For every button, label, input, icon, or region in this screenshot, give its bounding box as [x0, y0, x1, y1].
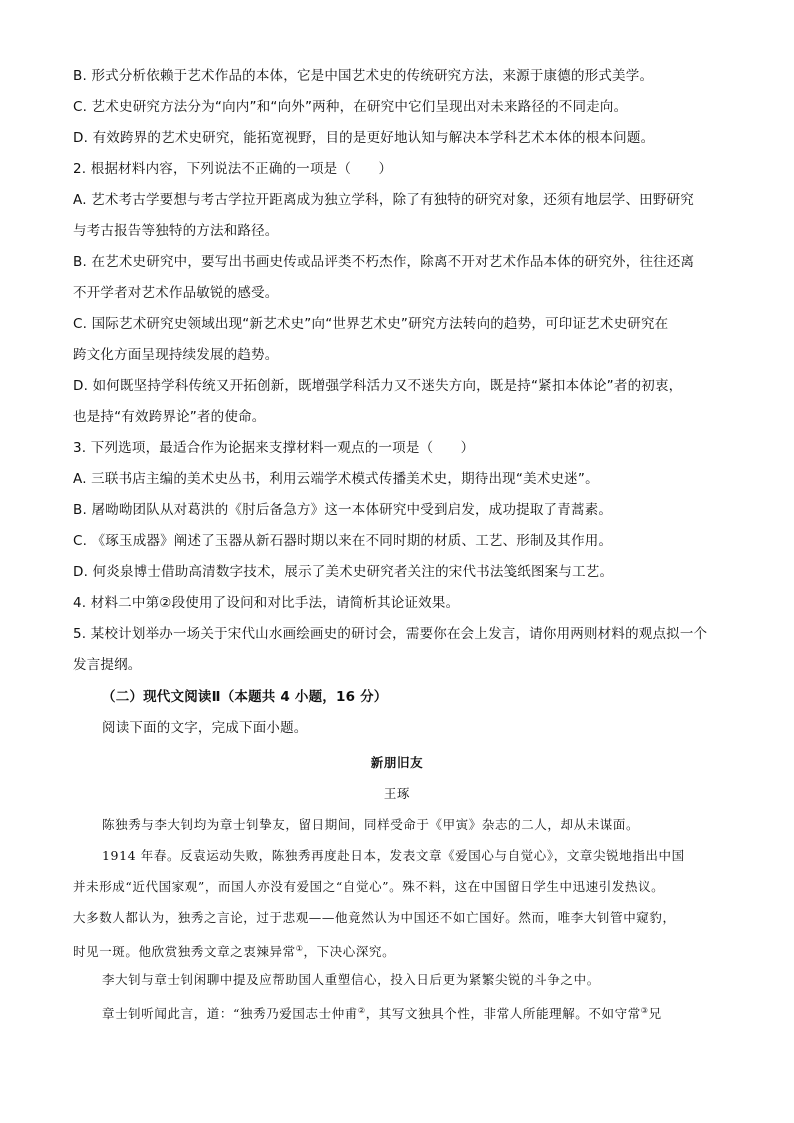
q5-stem-line1: 5. 某校计划举办一场关于宋代山水画绘画史的研讨会，需要你在会上发言，请你用两则材料的观点拟一个	[73, 626, 708, 642]
q3-stem: 3. 下列选项，最适合作为论据来支撑材料一观点的一项是（ ）	[73, 440, 475, 456]
story-text: ，其写文独具个性，非常人所能理解。不如守常	[365, 1006, 641, 1022]
q2-option-a-line2: 与考古报告等独特的方法和路径。	[73, 223, 279, 239]
q2-option-b-line1: B. 在艺术史研究中，要写出书画史传或品评类不朽杰作，除离不开对艺术作品本体的研究外，往往还离	[73, 254, 695, 270]
q5-stem-line2: 发言提纲。	[73, 657, 142, 673]
story-paragraph-2-line4	[73, 939, 395, 962]
q4-stem: 4. 材料二中第②段使用了设问和对比手法，请简析其论证效果。	[73, 595, 460, 611]
q1-option-b: B. 形式分析依赖于艺术作品的本体，它是中国艺术史的传统研究方法，来源于康德的形式美学。	[73, 68, 654, 84]
section-instruction: 阅读下面的文字，完成下面小题。	[102, 720, 308, 736]
q2-option-d-line2: 也是持“有效跨界论”者的使命。	[73, 409, 266, 425]
q2-option-b-line2: 不开学者对艺术作品敏锐的感受。	[73, 285, 279, 301]
story-paragraph-3: 李大钊与章士钊闲聊中提及应帮助国人重塑信心，投入日后更为紧繁尖锐的斗争之中。	[102, 972, 600, 987]
q2-stem: 2. 根据材料内容，下列说法不正确的一项是（ ）	[73, 161, 393, 177]
story-title: 新朋旧友	[370, 755, 424, 770]
story-text: 章士钊听闻此言，道：“独秀乃爱国志士仲甫	[102, 1006, 358, 1022]
q3-option-a: A. 三联书店主编的美术史丛书，利用云端学术模式传播美术史，期待出现“美术史迷”。	[73, 471, 599, 487]
q2-option-d-line1: D. 如何既坚持学科传统又开拓创新，既增强学科活力又不迷失方向，既是持“紧扣本体论”者的初衷，	[73, 378, 683, 394]
story-text: 兄	[648, 1006, 662, 1022]
footnote-marker-2: ②	[357, 1006, 366, 1015]
story-author: 王琢	[383, 786, 411, 801]
story-paragraph-4	[102, 1001, 662, 1024]
footnote-marker-1: ①	[295, 944, 304, 953]
section-heading: （二）现代文阅读Ⅱ（本题共 4 小题，16 分）	[102, 689, 388, 705]
story-paragraph-2-line2: 并未形成“近代国家观”，而国人亦没有爱国之“自觉心”。殊不料，这在中国留日学生中迅速引发热议。	[73, 879, 665, 894]
story-paragraph-2-line1: 1914 年春。反袁运动失败，陈独秀再度赴日本，发表文章《爱国心与自觉心》，文章尖锐地指出中国	[102, 848, 685, 863]
story-text: 时见一斑。他欣赏独秀文章之衷辣异常	[73, 944, 296, 960]
q3-option-b: B. 屠呦呦团队从对葛洪的《肘后备急方》这一本体研究中受到启发，成功提取了青蒿素。	[73, 502, 613, 518]
story-text: ，下决心深究。	[303, 944, 396, 960]
q2-option-a-line1: A. 艺术考古学要想与考古学拉开距离成为独立学科，除了有独特的研究对象，还须有地层学、田野研究	[73, 192, 694, 208]
story-paragraph-1: 陈独秀与李大钊均为章士钊挚友，留日期间，同样受命于《甲寅》杂志的二人，却从未谋面。	[102, 817, 640, 832]
footnote-marker-3: ③	[640, 1006, 649, 1015]
q2-option-c-line1: C. 国际艺术研究史领域出现“新艺术史”向“世界艺术史”研究方法转向的趋势，可印证艺术史研究在	[73, 316, 669, 332]
q3-option-d: D. 何炎泉博士借助高清数字技术，展示了美术史研究者关注的宋代书法笺纸图案与工艺。	[73, 564, 614, 580]
story-paragraph-2-line3: 大多数人都认为，独秀之言论，过于悲观——他竟然认为中国还不如亡国好。然而，唯李大钊管中窥豹，	[73, 910, 676, 925]
q1-option-c: C. 艺术史研究方法分为“向内”和“向外”两种，在研究中它们呈现出对未来路径的不同走向。	[73, 99, 628, 115]
q3-option-c: C. 《琢玉成器》阐述了玉器从新石器时期以来在不同时期的材质、工艺、形制及其作用。	[73, 533, 613, 549]
q2-option-c-line2: 跨文化方面呈现持续发展的趋势。	[73, 347, 279, 363]
q1-option-d: D. 有效跨界的艺术史研究，能拓宽视野，目的是更好地认知与解决本学科艺术本体的根本问题。	[73, 130, 655, 146]
